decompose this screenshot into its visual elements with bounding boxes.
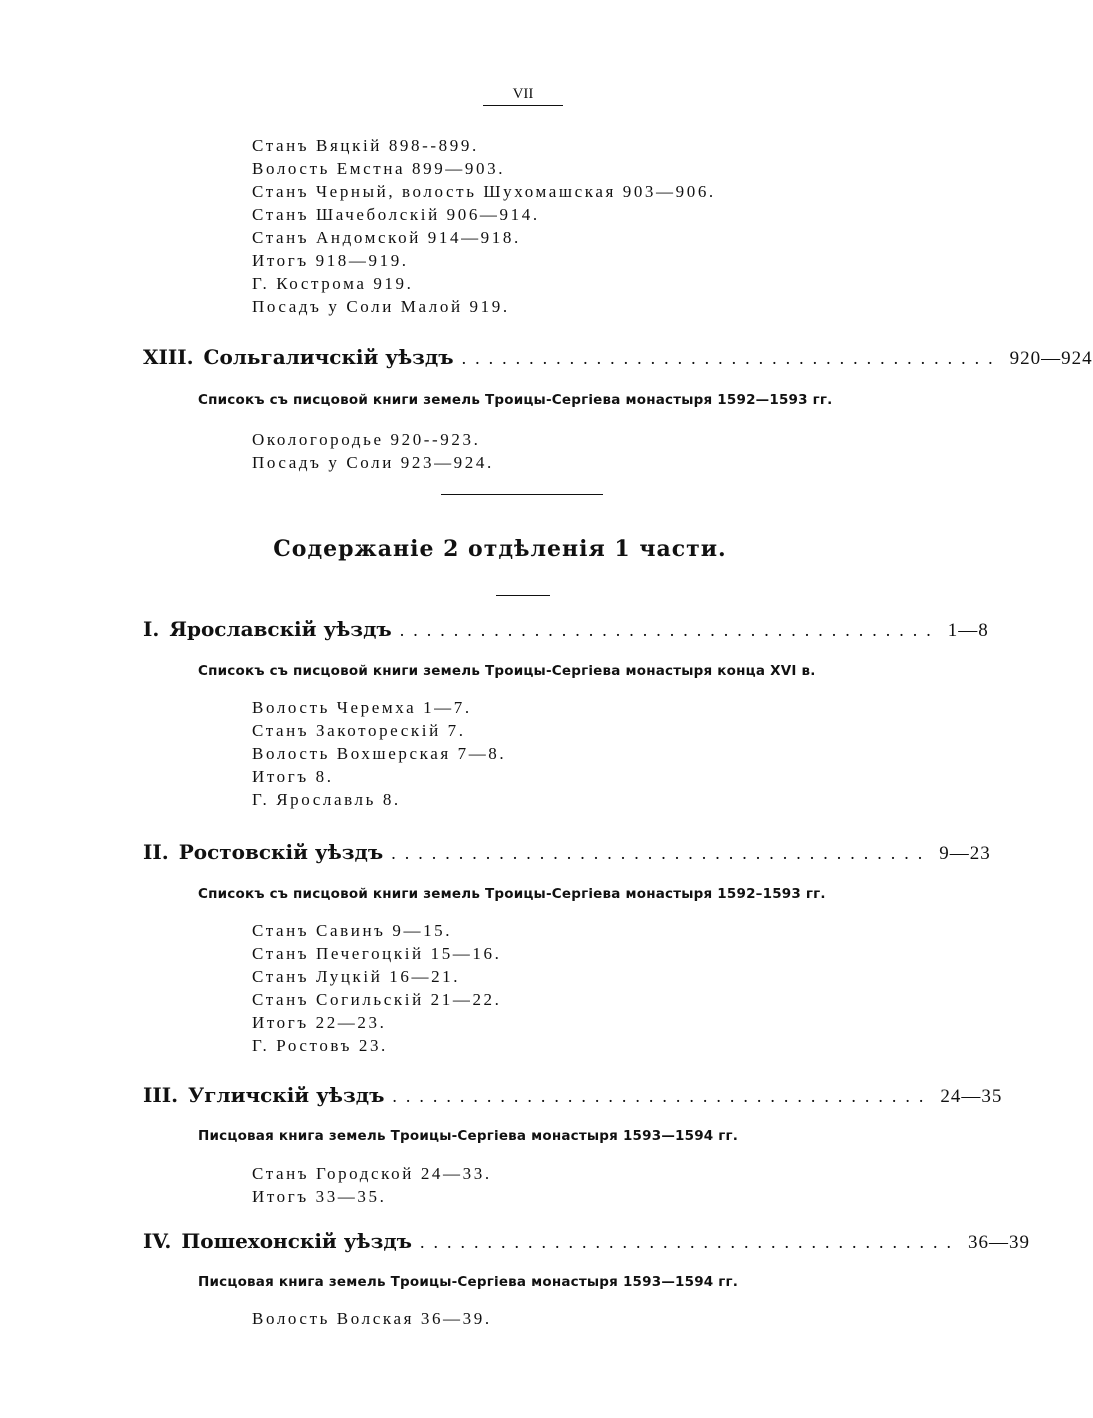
entry-line: Волость Волская 36—39. (252, 1309, 492, 1328)
leader-dots: ........................................ (399, 620, 940, 640)
source-note: Писцовая книга земель Троицы-Сергіева монастыря 1593—1594 гг. (198, 1274, 739, 1290)
entry-line: Г. Ярославль 8. (252, 790, 401, 809)
entry-line: Станъ Савинъ 9—15. (252, 921, 453, 940)
entry-line: Станъ Закоторескій 7. (252, 721, 466, 740)
entry-line: Станъ Городской 24—33. (252, 1164, 492, 1183)
section-title: Угличскій уѣздъ (188, 1083, 385, 1107)
entry-line: Станъ Черный, волость Шухомашская 903—906. (252, 182, 716, 201)
entry-line: Станъ Вяцкій 898--899. (252, 136, 479, 155)
section-title: Пошехонскій уѣздъ (181, 1229, 413, 1253)
section-number: IV. (143, 1229, 172, 1253)
leader-dots: ........................................ (391, 843, 932, 863)
section-title: Ярославскій уѣздъ (169, 617, 392, 641)
source-note: Писцовая книга земель Троицы-Сергіева монастыря 1593—1594 гг. (198, 1128, 739, 1144)
entry-line: Г. Ростовъ 23. (252, 1036, 388, 1055)
entry-line: Окологородье 920--923. (252, 430, 481, 449)
page-range: 36—39 (968, 1232, 1031, 1253)
source-note: Списокъ съ писцовой книги земель Троицы-Сергіева монастыря 1592—1593 гг. (198, 392, 833, 408)
section-number: XIII. (143, 345, 194, 369)
entry-line: Станъ Луцкій 16—21. (252, 967, 461, 986)
entry-line: Станъ Согильскій 21—22. (252, 990, 502, 1009)
contents-heading: Содержаніе 2 отдѣленія 1 части. (273, 536, 727, 562)
entry-line: Посадъ у Соли 923—924. (252, 453, 494, 472)
entry-line: Г. Кострома 919. (252, 274, 414, 293)
leader-dots: ........................................ (392, 1086, 933, 1106)
entry-line: Волость Емстна 899—903. (252, 159, 506, 178)
entry-line: Итогъ 33—35. (252, 1187, 387, 1206)
page-range: 920—924 (1009, 348, 1093, 369)
section-number: II. (143, 840, 169, 864)
entry-line: Волость Вохшерская 7—8. (252, 744, 507, 763)
section-title: Сольгаличскій уѣздъ (203, 345, 454, 369)
section-number: III. (143, 1083, 179, 1107)
entry-line: Станъ Андомской 914—918. (252, 228, 521, 247)
page-range: 1—8 (947, 620, 989, 641)
section-heading-iv (143, 1229, 1031, 1259)
section-number: I. (143, 617, 160, 641)
entry-line: Итогъ 22—23. (252, 1013, 387, 1032)
section-heading-iii (143, 1083, 1003, 1113)
page-number: VII (483, 86, 563, 106)
section-title: Ростовскій уѣздъ (178, 840, 384, 864)
entry-line: Волость Черемха 1—7. (252, 698, 472, 717)
leader-dots: ........................................ (461, 348, 1002, 368)
entry-line: Станъ Печегоцкій 15—16. (252, 944, 502, 963)
page-range: 9—23 (939, 843, 991, 864)
source-note: Списокъ съ писцовой книги земель Троицы-Сергіева монастыря 1592–1593 гг. (198, 886, 826, 902)
section-divider (441, 494, 603, 495)
entry-line: Посадъ у Соли Малой 919. (252, 297, 510, 316)
section-heading-ii (143, 840, 991, 870)
entry-line: Итогъ 918—919. (252, 251, 409, 270)
entry-line: Итогъ 8. (252, 767, 334, 786)
leader-dots: ........................................ (420, 1232, 961, 1252)
heading-rule (496, 595, 550, 596)
entry-line: Станъ Шачеболскій 906—914. (252, 205, 540, 224)
source-note: Списокъ съ писцовой книги земель Троицы-Сергіева монастыря конца XVI в. (198, 663, 816, 679)
section-heading-i (143, 617, 989, 647)
page-range: 24—35 (940, 1086, 1003, 1107)
section-heading-xiii (143, 345, 1093, 375)
